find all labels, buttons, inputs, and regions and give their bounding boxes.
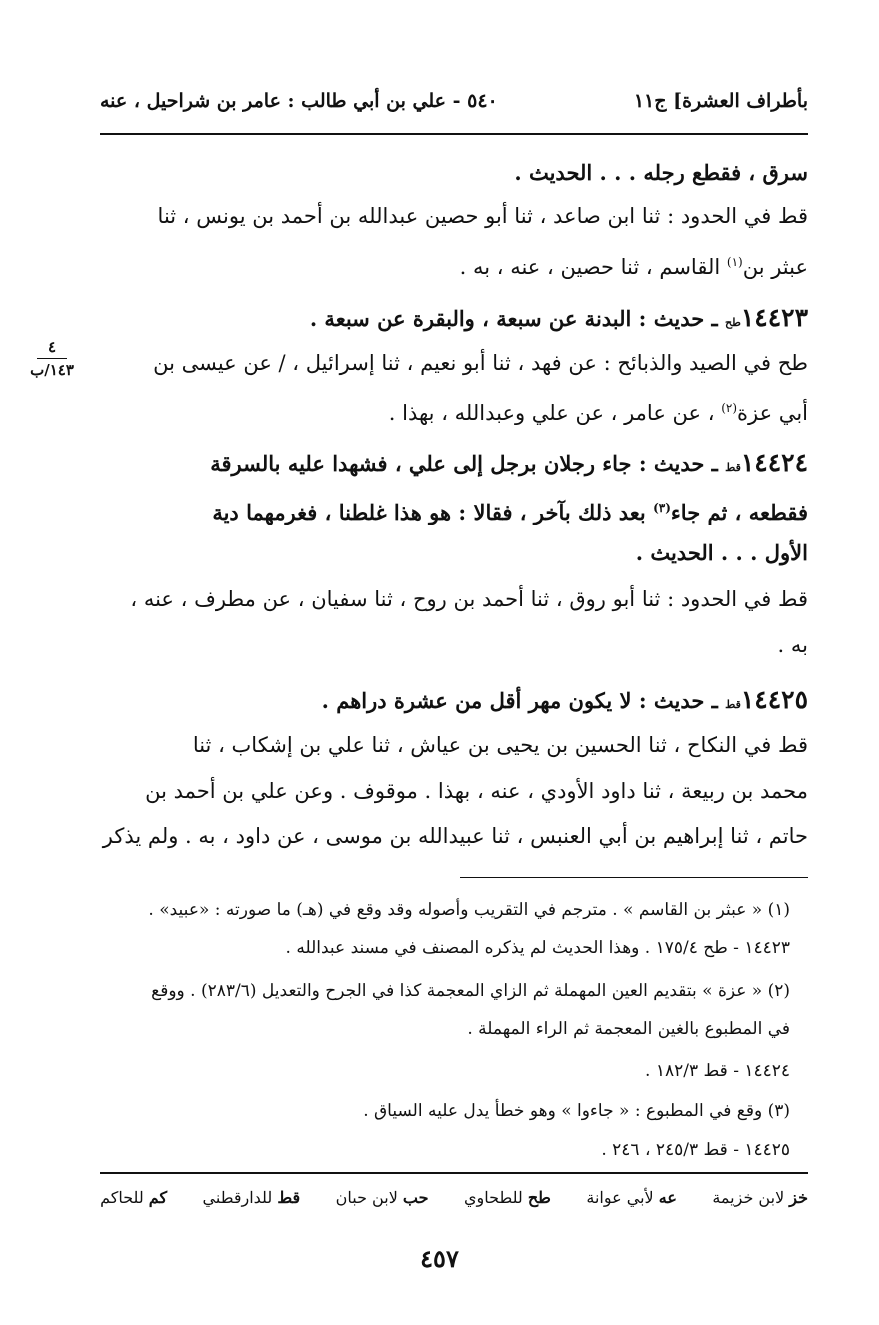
text-line: قط في الحدود : ثنا أبو روق ، ثنا أحمد بن روح ، ثنا سفيان ، عن مطرف ، عنه ، — [130, 587, 808, 611]
legend-item: عه لأبي عوانة — [586, 1188, 677, 1207]
text-line: عبثر بن$^{(١)}$ القاسم ، ثنا حصين ، عنه ، به . — [459, 255, 808, 279]
footnote-ref[interactable]: (٣) — [653, 501, 671, 515]
footnote-ref[interactable]: (١) — [726, 255, 743, 269]
margin-note-bottom: ١٤٣/ب — [30, 361, 74, 379]
page-number: ٤٥٧ — [420, 1244, 459, 1273]
text-line: فقطعه ، ثم جاء$^{(٣)}$ بعد ذلك بآخر ، فقالا : هو هذا غلطنا ، فغرمهما دية — [212, 500, 808, 525]
entry-source-code: قط — [725, 461, 741, 474]
entry-title: ـ حديث : البدنة عن سبعة ، والبقرة عن سبعة . — [309, 306, 725, 331]
margin-note-divider — [37, 358, 67, 359]
header-rule — [100, 133, 808, 135]
text-line: حاتم ، ثنا إبراهيم بن أبي العنبس ، ثنا عبيدالله بن موسى ، عن داود ، به . ولم يذكر — [102, 824, 808, 848]
legend-item: قط للدارقطني — [202, 1188, 301, 1207]
text-line: قط في الحدود : ثنا ابن صاعد ، ثنا أبو حصين عبدالله بن أحمد بن يونس ، ثنا — [157, 204, 808, 228]
footnote-rule — [460, 877, 808, 878]
entry-source-code: طح — [725, 316, 741, 329]
footnote: (٢) « عزة » بتقديم العين المهملة ثم الزاي المعجمة كذا في الجرح والتعديل (٢٨٣/٦) . ووقع — [151, 981, 790, 1001]
entry-heading — [100, 448, 808, 480]
legend-item: حب لابن حبان — [335, 1188, 429, 1207]
text-line: طح في الصيد والذبائح : عن فهد ، ثنا أبو نعيم ، ثنا إسرائيل ، / عن عيسى بن — [153, 351, 808, 375]
legend-item: طح للطحاوي — [463, 1188, 551, 1207]
entry-number: ١٤٤٢٤ — [740, 448, 808, 477]
margin-note — [24, 338, 80, 379]
text-line: به . — [777, 633, 808, 657]
entry-title: ـ حديث : جاء رجلان برجل إلى علي ، فشهدا عليه بالسرقة — [210, 451, 726, 476]
entry-source-code: قط — [725, 698, 741, 711]
legend-item: كم للحاكم — [100, 1188, 168, 1207]
text-line: قط في النكاح ، ثنا الحسين بن يحيى بن عياش ، ثنا علي بن إشكاب ، ثنا — [192, 733, 808, 757]
entry-title: ـ حديث : لا يكون مهر أقل من عشرة دراهم . — [321, 688, 726, 713]
legend-rule — [100, 1172, 808, 1174]
footnote: ١٤٤٢٥ - قط ٢٤٥/٣ ، ٢٤٦ . — [601, 1140, 790, 1160]
entry-number: ١٤٤٢٥ — [740, 685, 808, 714]
footnote: (١) « عبثر بن القاسم » . مترجم في التقريب وأصوله وقد وقع في (هـ) ما صورته : «عبيد» . — [148, 900, 790, 920]
footnote-ref[interactable]: (٢) — [721, 401, 738, 415]
footnote: في المطبوع بالغين المعجمة ثم الراء المهملة . — [467, 1019, 790, 1039]
text-line: أبي عزة$^{(٢)}$ ، عن عامر ، عن علي وعبدالله ، بهذا . — [388, 401, 808, 425]
footnote: (٣) وقع في المطبوع : « جاءوا » وهو خطأ يدل عليه السياق . — [363, 1101, 790, 1121]
running-header — [100, 86, 808, 116]
entry-heading — [100, 303, 808, 335]
header-volume: بأطراف العشرة] ج١١ — [633, 90, 808, 112]
text-line: محمد بن ربيعة ، ثنا داود الأودي ، عنه ، بهذا . موقوف . وعن علي بن أحمد بن — [145, 779, 808, 803]
entry-heading — [100, 685, 808, 717]
legend-item: خز لابن خزيمة — [712, 1188, 808, 1207]
text-line: سرق ، فقطع رجله . . . الحديث . — [514, 160, 808, 185]
header-title: ٥٤٠ - علي بن أبي طالب : عامر بن شراحيل ، عنه — [100, 90, 498, 112]
footnote: ١٤٤٢٤ - قط ١٨٢/٣ . — [645, 1061, 790, 1081]
entry-number: ١٤٤٢٣ — [740, 303, 808, 332]
footnote: ١٤٤٢٣ - طح ١٧٥/٤ . وهذا الحديث لم يذكره المصنف في مسند عبدالله . — [285, 938, 790, 958]
text-line: الأول . . . الحديث . — [635, 540, 808, 565]
source-legend — [100, 1188, 808, 1218]
margin-note-top: ٤ — [47, 338, 57, 356]
